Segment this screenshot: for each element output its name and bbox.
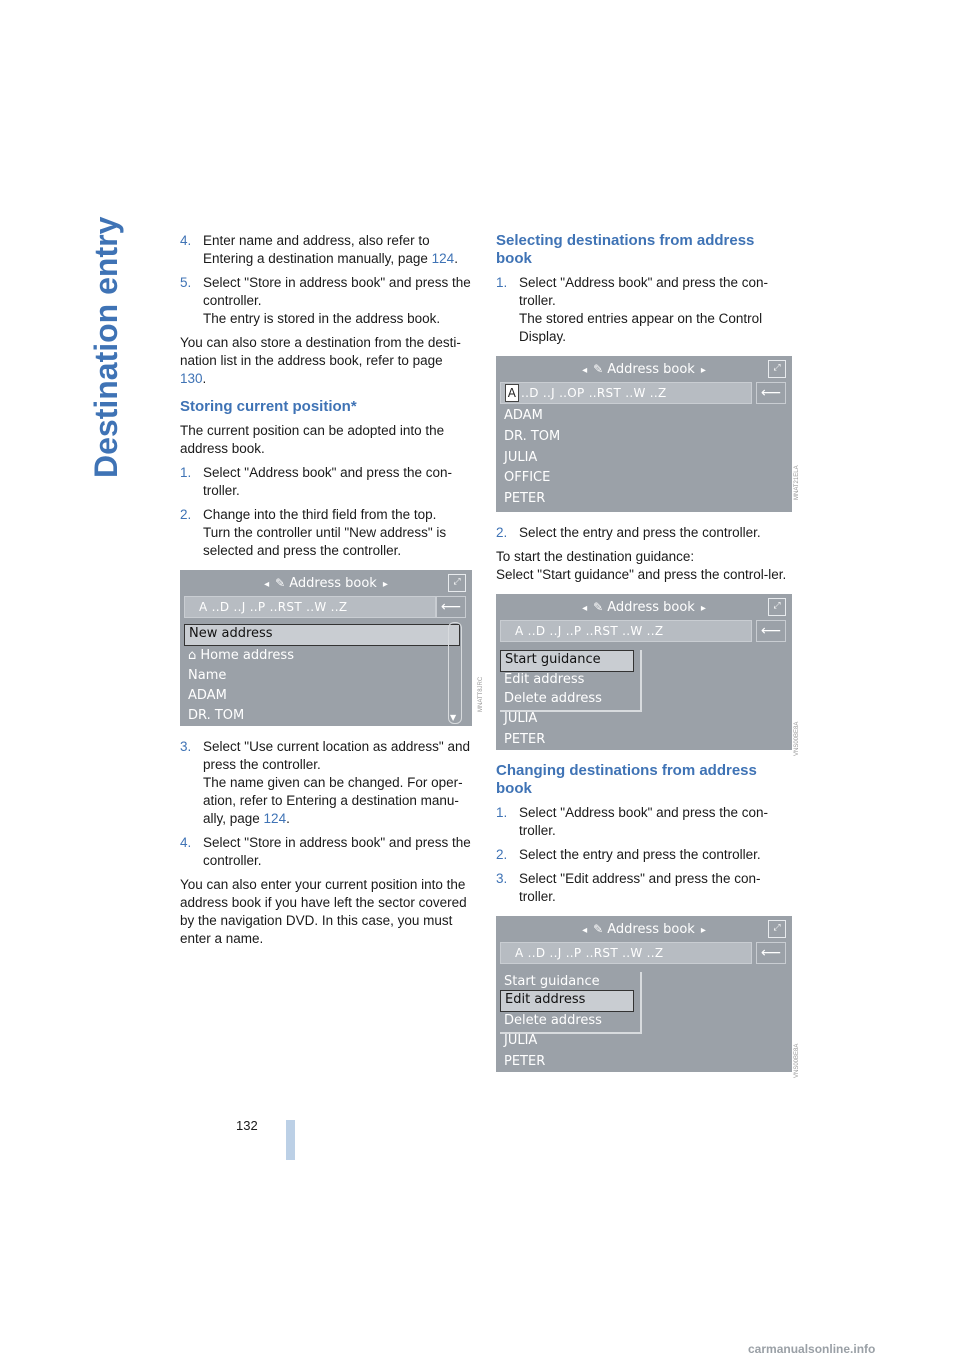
alphabet-bar[interactable]: A ..D ..J ..P ..RST ..W ..Z	[500, 620, 752, 642]
page-number: 132	[236, 1118, 258, 1133]
heading-selecting-destinations: Selecting destinations from address book	[496, 232, 755, 267]
address-book-icon: ✎	[593, 600, 604, 614]
step-1: 1. Select "Address book" and press the con-troller.	[496, 805, 768, 838]
screen-address-list: ◂ ✎ Address book ▸ ⤢ A ..D ..J ..OP ..RST ..W ..Z ⟵ ADAM DR. TOM JULIA OFFICE PETER	[496, 356, 792, 512]
expand-icon[interactable]: ⤢	[768, 360, 786, 378]
menu-item-edit-address[interactable]: Edit address	[504, 672, 585, 687]
back-arrow-icon[interactable]: ⟵	[756, 942, 786, 964]
paragraph: You can also store a destination from the desti-nation list in the address book, refer to page 130.	[180, 335, 461, 386]
step-4: 4. Enter name and address, also refer to Entering a destination manually, page 124.	[180, 233, 458, 266]
list-item[interactable]: DR. TOM	[504, 429, 561, 444]
right-column	[496, 232, 792, 1084]
list-item[interactable]: Name	[188, 668, 227, 683]
address-book-icon: ✎	[275, 576, 286, 590]
alphabet-bar[interactable]: A ..D ..J ..P ..RST ..W ..Z	[184, 596, 436, 618]
address-book-icon: ✎	[593, 922, 604, 936]
step-3: 3. Select "Use current location as address" and press the controller. The name given can be changed. For oper-ation, refer to Entering a destination manu-ally, page 124.	[180, 739, 470, 826]
back-arrow-icon[interactable]: ⟵	[756, 382, 786, 404]
screen-start-guidance: ◂ ✎ Address book ▸ ⤢ A ..D ..J ..P ..RST ..W ..Z ⟵ Start guidance Edit address Delete address JULIA PETER	[496, 594, 792, 750]
step-2: 2. Change into the third field from the top. Turn the controller until "New address" is selected and press the controller.	[180, 507, 447, 558]
step-2: 2. Select the entry and press the controller.	[496, 525, 761, 540]
paragraph: You can also enter your current position into the address book if you have left the sector covered by the navigation DVD. In this case, you must enter a name.	[180, 877, 467, 946]
scrollbar[interactable]	[448, 622, 462, 724]
image-code: VNS00BE8A	[794, 1043, 800, 1078]
scroll-down-icon[interactable]: ▼	[450, 713, 457, 722]
menu-item-start-guidance[interactable]: Start guidance	[504, 974, 600, 989]
address-book-icon: ✎	[593, 362, 604, 376]
expand-icon[interactable]: ⤢	[448, 574, 466, 592]
back-arrow-icon[interactable]: ⟵	[756, 620, 786, 642]
alphabet-bar[interactable]: A ..D ..J ..P ..RST ..W ..Z	[500, 942, 752, 964]
list-item[interactable]: ADAM	[188, 688, 227, 703]
alphabet-cursor[interactable]: A	[505, 384, 519, 402]
menu-item-delete-address[interactable]: Delete address	[504, 1013, 602, 1028]
step-3: 3. Select "Edit address" and press the con-troller.	[496, 871, 761, 904]
step-4b: 4. Select "Store in address book" and press the controller.	[180, 835, 471, 868]
paragraph: To start the destination guidance:	[496, 549, 695, 564]
step-1: 1. Select "Address book" and press the con-troller. The stored entries appear on the Control Display.	[496, 275, 768, 344]
menu-item-delete-address[interactable]: Delete address	[504, 691, 602, 706]
image-code: MNATT8JRC	[478, 676, 484, 712]
image-code: VNS00BE8A	[794, 721, 800, 756]
page-marker-bar	[286, 1120, 295, 1160]
expand-icon[interactable]: ⤢	[768, 598, 786, 616]
step-2: 2. Select the entry and press the controller.	[496, 847, 761, 862]
expand-icon[interactable]: ⤢	[768, 920, 786, 938]
list-item[interactable]: PETER	[504, 732, 546, 747]
list-item[interactable]: JULIA	[504, 711, 538, 726]
page-link[interactable]: 124	[263, 811, 287, 826]
left-column	[180, 232, 472, 954]
heading-changing-destinations: Changing destinations from address book	[496, 762, 757, 797]
page-link[interactable]: 124	[431, 251, 455, 266]
step-1: 1. Select "Address book" and press the con-troller.	[180, 465, 452, 498]
image-code: MNAT21ELA	[794, 465, 800, 500]
page-link[interactable]: 130	[180, 371, 203, 386]
list-item[interactable]: New address	[184, 624, 460, 646]
list-item[interactable]: ⌂ Home address	[188, 648, 294, 663]
paragraph: The current position can be adopted into the address book.	[180, 423, 445, 456]
list-item[interactable]: OFFICE	[504, 470, 551, 485]
list-item[interactable]: JULIA	[504, 1033, 538, 1048]
list-item[interactable]: JULIA	[504, 450, 538, 465]
footer-watermark: carmanualsonline.info	[748, 1342, 876, 1356]
list-item[interactable]: PETER	[504, 1054, 546, 1069]
list-item[interactable]: ADAM	[504, 408, 543, 423]
list-item[interactable]: PETER	[504, 491, 546, 506]
screen-edit-address: ◂ ✎ Address book ▸ ⤢ A ..D ..J ..P ..RST ..W ..Z ⟵ Start guidance Edit address Delete address JULIA PETER	[496, 916, 792, 1072]
heading-storing-position: Storing current position*	[180, 398, 357, 415]
menu-item-start-guidance[interactable]: Start guidance	[500, 650, 634, 672]
menu-item-edit-address[interactable]: Edit address	[500, 990, 634, 1012]
list-item[interactable]: DR. TOM	[188, 708, 245, 723]
step-5: 5. Select "Store in address book" and press the controller. The entry is stored in the address book.	[180, 275, 471, 326]
back-arrow-icon[interactable]: ⟵	[436, 596, 466, 618]
alphabet-bar[interactable]: A ..D ..J ..OP ..RST ..W ..Z	[500, 382, 752, 404]
screen-new-address: ◂ ✎ Address book ▸ ⤢ A ..D ..J ..P ..RST ..W ..Z ⟵ New address ⌂ Home address Name ADAM DR. TOM ▼	[180, 570, 472, 726]
paragraph: Select "Start guidance" and press the control-ler.	[496, 567, 787, 582]
